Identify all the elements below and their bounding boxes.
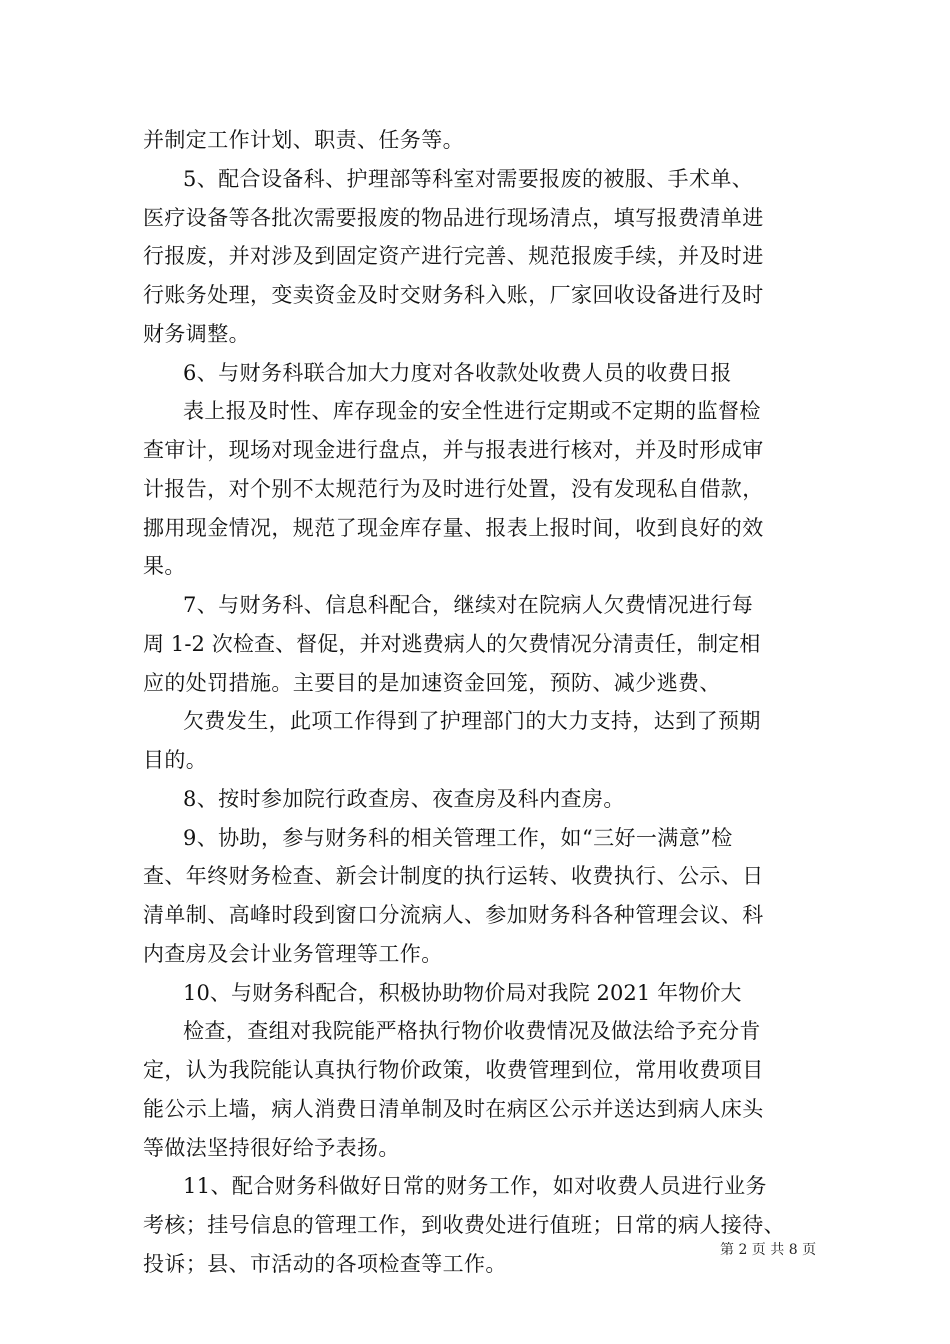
text-line: 等做法坚持很好给予表扬。 (143, 1135, 400, 1160)
text-line: 查、年终财务检查、新会计制度的执行运转、收费执行、公示、日 (143, 864, 764, 889)
text-line-item-10: 10、与财务科配合，积极协助物价局对我院 2021 年物价大 (183, 980, 742, 1005)
text-line: 应的处罚措施。主要目的是加速资金回笼，预防、减少逃费、 (143, 670, 721, 695)
text-line-item-5: 5、配合设备科、护理部等科室对需要报废的被服、手术单、 (183, 166, 754, 191)
text-line: 欠费发生，此项工作得到了护理部门的大力支持，达到了预期 (183, 709, 761, 734)
text-line: 计报告，对个别不太规范行为及时进行处置，没有发现私自借款， (143, 476, 764, 501)
text-line: 目的。 (143, 748, 208, 772)
text-line: 医疗设备等各批次需要报废的物品进行现场清点，填写报费清单进 (143, 205, 764, 230)
text-line-item-9: 9、协助，参与财务科的相关管理工作，如“三好一满意”检 (183, 825, 733, 850)
text-line: 投诉；县、市活动的各项检查等工作。 (143, 1251, 507, 1276)
text-line-item-8: 8、按时参加院行政查房、夜查房及科内查房。 (183, 786, 625, 811)
text-line: 财务调整。 (143, 321, 250, 346)
page-number-footer: 第 2 页 共 8 页 (720, 1242, 817, 1258)
text-line: 定，认为我院能认真执行物价政策，收费管理到位，常用收费项目 (143, 1058, 764, 1082)
text-line: 行报废，并对涉及到固定资产进行完善、规范报废手续，并及时进 (143, 244, 764, 269)
text-line: 检查，查组对我院能严格执行物价收费情况及做法给予充分肯 (183, 1019, 761, 1044)
text-line: 表上报及时性、库存现金的安全性进行定期或不定期的监督检 (183, 399, 761, 424)
text-line: 内查房及会计业务管理等工作。 (143, 941, 443, 966)
text-line: 查审计，现场对现金进行盘点，并与报表进行核对，并及时形成审 (143, 438, 764, 462)
document-body (143, 121, 813, 1284)
text-line: 能公示上墙，病人消费日清单制及时在病区公示并送达到病人床头 (143, 1096, 764, 1121)
text-line: 行账务处理，变卖资金及时交财务科入账，厂家回收设备进行及时 (143, 283, 764, 307)
text-line-item-6: 6、与财务科联合加大力度对各收款处收费人员的收费日报 (183, 360, 732, 385)
text-line: 考核；挂号信息的管理工作，到收费处进行值班；日常的病人接待、 (143, 1213, 785, 1237)
text-line: 周 1-2 次检查、督促，并对逃费病人的欠费情况分清责任，制定相 (143, 631, 761, 656)
text-line: 并制定工作计划、职责、任务等。 (143, 128, 464, 152)
text-line: 果。 (143, 554, 186, 579)
text-line: 清单制、高峰时段到窗口分流病人、参加财务科各种管理会议、科 (143, 903, 764, 927)
text-line-item-7: 7、与财务科、信息科配合，继续对在院病人欠费情况进行每 (183, 593, 754, 617)
text-line-item-11: 11、配合财务科做好日常的财务工作，如对收费人员进行业务 (183, 1174, 767, 1199)
text-line: 挪用现金情况，规范了现金库存量、报表上报时间，收到良好的效 (143, 515, 764, 540)
